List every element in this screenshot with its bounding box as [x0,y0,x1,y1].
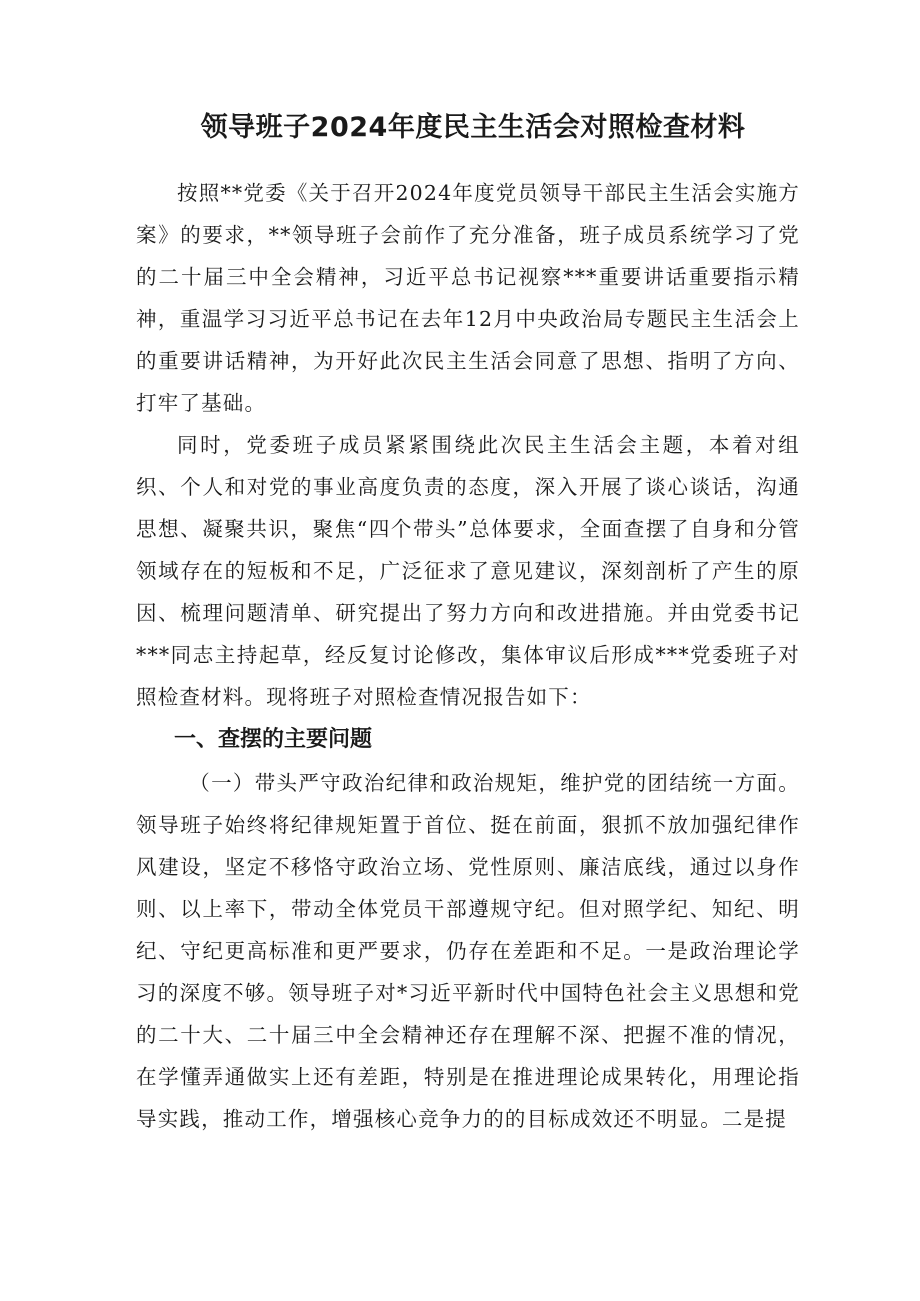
section-heading: 一、查摆的主要问题 [174,727,373,752]
body-paragraph: 同时，党委班子成员紧紧围绕此次民主生活会主题，本着对组织、个人和对党的事业高度负责的态度，深入开展了谈心谈话，沟通思想、凝聚共识，聚焦“四个带头”总体要求，全面查摆了自身和分管领域存在的短板和不足，广泛征求了意见建议，深刻剖析了产生的原因、梳理问题清单、研究提出了努力方向和改进措施。并由党委书记***同志主持起草，经反复讨论修改，集体审议后形成***党委班子对照检查材料。现将班子对照检查情况报告如下： [136,433,800,709]
body-paragraph: 按照**党委《关于召开2024年度党员领导干部民主生活会实施方案》的要求，**领导班子会前作了充分准备，班子成员系统学习了党的二十届三中全会精神，习近平总书记视察***重要讲话重要指示精神，重温学习习近平总书记在去年12月中央政治局专题民主生活会上的重要讲话精神，为开好此次民主生活会同意了思想、指明了方向、打牢了基础。 [136,181,800,415]
document-title: 领导班子2024年度民主生活会对照检查材料 [200,112,746,143]
body-paragraph: （一）带头严守政治纪律和政治规矩，维护党的团结统一方面。领导班子始终将纪律规矩置于首位、挺在前面，狠抓不放加强纪律作风建设，坚定不移恪守政治立场、党性原则、廉洁底线，通过以身作则、以上率下，带动全体党员干部遵规守纪。但对照学纪、知纪、明纪、守纪更高标准和更严要求，仍存在差距和不足。一是政治理论学习的深度不够。领导班子对*习近平新时代中国特色社会主义思想和党的二十大、二十届三中全会精神还存在理解不深、把握不准的情况，在学懂弄通做实上还有差距，特别是在推进理论成果转化，用理论指导实践，推动工作，增强核心竞争力的的目标成效还不明显。二是提 [136,771,800,1131]
